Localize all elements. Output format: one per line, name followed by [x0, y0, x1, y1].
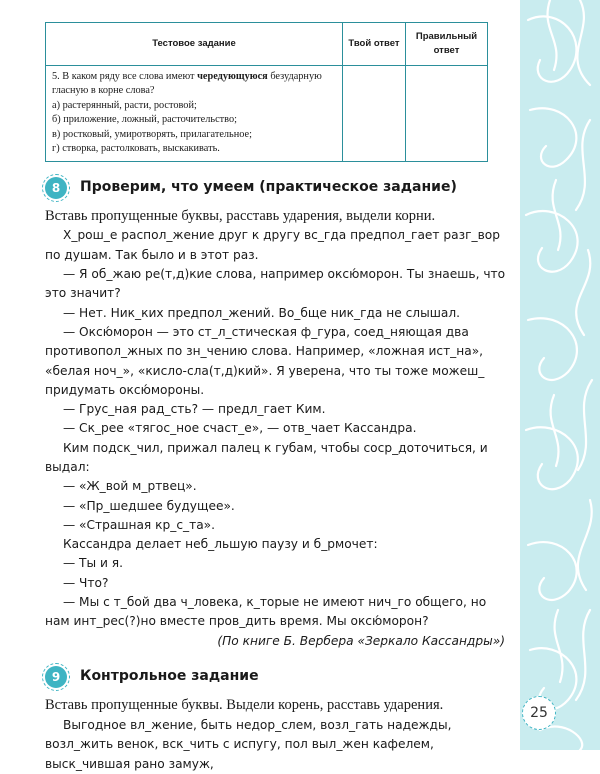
section-8-title: Проверим, что умеем (практическое задание) — [80, 179, 457, 196]
story-paragraph: — Ты и я. — [63, 556, 124, 571]
story-source: (По книге Б. Вербера «Зеркало Кассандры») — [217, 633, 505, 648]
header-correct-answer: Правильный ответ — [405, 23, 487, 66]
decorative-ornament-border — [520, 0, 600, 750]
section-9-exercise: Выгодное вл_жение, быть недор_слем, возл_гать надежды, возл_жить венок, вск_чить с испугу, пол выл_жен кафелем, выск_чившая рано замуж, — [45, 717, 452, 771]
story-paragraph: — «Ж_вой м_ртвец». — [63, 479, 197, 494]
your-answer-cell[interactable] — [342, 66, 405, 162]
header-your-answer: Твой ответ — [342, 23, 405, 66]
section-8-task: Вставь пропущенные буквы, расставь ударения, выдели корни. — [45, 208, 436, 225]
section-8-number-badge: 8 — [45, 177, 67, 199]
section-9-task: Вставь пропущенные буквы. Выдели корень, расставь ударения. — [45, 696, 444, 713]
section-8-header — [40, 176, 510, 200]
test-table — [45, 22, 488, 162]
story-paragraph: Кассандра делает неб_льшую паузу и б_рмочет: — [63, 537, 378, 552]
story-paragraph: — Оксю́морон — это ст_л_стическая ф_гура, соед_няющая два противопол_жных по зн_чению слова. Например, «ложная ист_на», «белая ноч_», «кисло-сла(т,д)кий». Я уверена, что ты тоже можеш_ придумать оксю́мороны. — [45, 324, 485, 397]
story-paragraph: — Я об_жаю ре(т,д)кие слова, например оксю́морон. Ты знаешь, что это значит? — [45, 267, 506, 301]
section-8-story — [45, 226, 507, 651]
story-paragraph: — Грус_ная рад_сть? — предл_гает Ким. — [63, 402, 326, 417]
question-cell — [46, 66, 343, 162]
page-number: 25 — [522, 696, 556, 730]
question-stem-after: безударную гласную в корне слова? — [52, 71, 322, 97]
option-c: в) ростковый, умиротворять, прилагательное; — [52, 128, 252, 140]
page-content — [40, 22, 510, 774]
header-test-task: Тестовое задание — [46, 23, 343, 66]
option-d: г) створка, растолковать, выскакивать. — [52, 143, 220, 155]
story-paragraph: Ким подск_чил, прижал палец к губам, чтобы соср_доточиться, и выдал: — [45, 440, 488, 474]
story-paragraph: — Нет. Ник_ких предпол_жений. Во_бще ник_гда не слышал. — [63, 305, 460, 320]
option-a: а) растерянный, расти, ростовой; — [52, 99, 197, 111]
option-b: б) приложение, ложный, расточительство; — [52, 114, 237, 126]
correct-answer-cell[interactable] — [405, 66, 487, 162]
story-paragraph: — «Пр_шедшее будущее». — [63, 498, 235, 513]
section-9-header — [40, 665, 510, 689]
story-paragraph: Х_рош_е распол_жение друг к другу вс_гда предпол_гает разг_вор по душам. Так было и в этот раз. — [45, 228, 500, 262]
question-stem-before: 5. В каком ряду все слова имеют — [52, 71, 198, 82]
section-9-title: Контрольное задание — [80, 667, 259, 684]
question-stem-bold: чередующуюся — [197, 71, 268, 82]
table-header-row — [46, 23, 488, 66]
story-paragraph: — Что? — [63, 575, 109, 590]
story-paragraph: — «Страшная кр_с_та». — [63, 517, 216, 532]
table-row — [46, 66, 488, 162]
story-paragraph: — Мы с т_бой два ч_ловека, к_торые не имеют нич_го общего, но нам инт_рес(?)но вместе пров_дить время. Мы оксю́морон? — [45, 595, 487, 629]
section-9-number-badge: 9 — [45, 666, 67, 688]
story-paragraph: — Ск_рее «тягос_ное счаст_е», — отв_чает Кассандра. — [63, 421, 417, 436]
